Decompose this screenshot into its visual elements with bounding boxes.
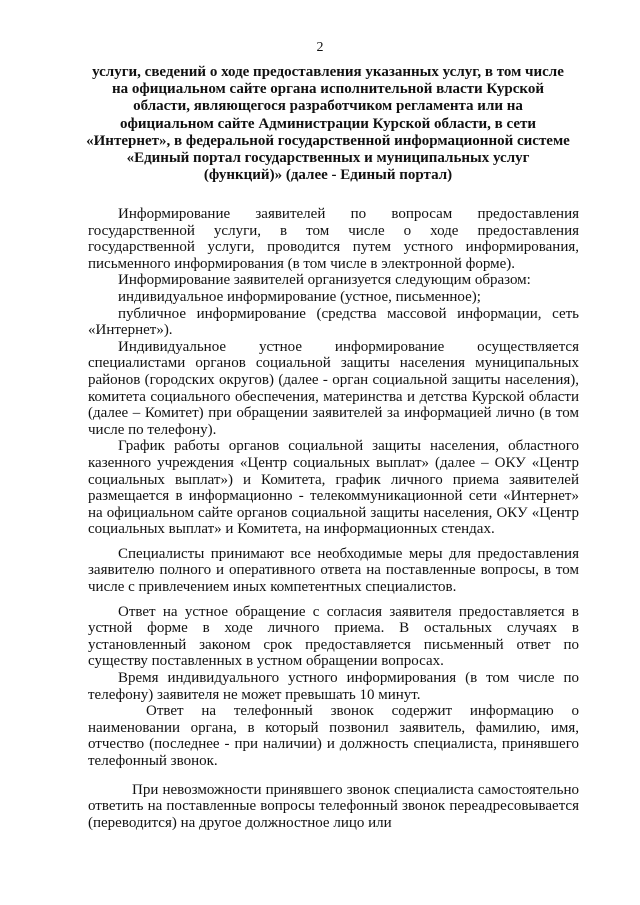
paragraph: График работы органов социальной защиты населения, областного казенного учреждения «Центр социальных выплат» (далее – ОКУ «Центр социальных выплат») и Комитета, график личного приема заявителей размещается в информационно - телекоммуникационной сети «Интернет» на официальном сайте органов социальной защиты населения, ОКУ «Центр социальных выплат» и Комитета, на информационных стендах. bbox=[88, 438, 579, 538]
document-body bbox=[88, 206, 579, 831]
paragraph: При невозможности принявшего звонок специалиста самостоятельно ответить на поставленные вопросы телефонный звонок переадресовывается (переводится) на другое должностное лицо или bbox=[88, 781, 579, 831]
paragraph: Время индивидуального устного информирования (в том числе по телефону) заявителя не может превышать 10 минут. bbox=[88, 670, 579, 703]
paragraph: Ответ на устное обращение с согласия заявителя предоставляется в устной форме в ходе личного приема. В остальных случаях в установленный законом срок предоставляется письменный ответ по существу поставленных в устном обращении вопросах. bbox=[88, 603, 579, 670]
paragraph: Информирование заявителей по вопросам предоставления государственной услуги, в том числе о ходе предоставления государственной услуги, проводится путем устного информирования, письменного информирования (в том числе в электронной форме). bbox=[88, 206, 579, 272]
paragraph: Ответ на телефонный звонок содержит информацию о наименовании органа, в который позвонил заявитель, фамилию, имя, отчество (последнее - при наличии) и должность специалиста, принявшего телефонный звонок. bbox=[88, 703, 579, 769]
section-heading: услуги, сведений о ходе предоставления указанных услуг, в том числе на официальном сайте органа исполнительной власти Курской области, являющегося разработчиком регламента или на официальном сайте Администрации Курской области, в сети «Интернет», в федеральной государственной информационной системе «Единый портал государственных и муниципальных услуг (функций)» (далее - Единый портал) bbox=[86, 64, 570, 184]
paragraph: индивидуальное информирование (устное, письменное); bbox=[118, 288, 481, 305]
page-number: 2 bbox=[316, 40, 324, 55]
paragraph: Индивидуальное устное информирование осуществляется специалистами органов социальной защиты населения муниципальных районов (городских округов) (далее - орган социальной защиты населения), комитета социального обеспечения, материнства и детства Курской области (далее – Комитет) при обращении заявителей за информацией лично (в том числе по телефону). bbox=[88, 338, 579, 438]
paragraph: Информирование заявителей организуется следующим образом: bbox=[118, 272, 531, 289]
paragraph: Специалисты принимают все необходимые меры для предоставления заявителю полного и оперативного ответа на поставленные вопросы, в том числе с привлечением иных компетентных специалистов. bbox=[88, 545, 579, 596]
paragraph: публичное информирование (средства массовой информации, сеть «Интернет»). bbox=[88, 305, 579, 339]
